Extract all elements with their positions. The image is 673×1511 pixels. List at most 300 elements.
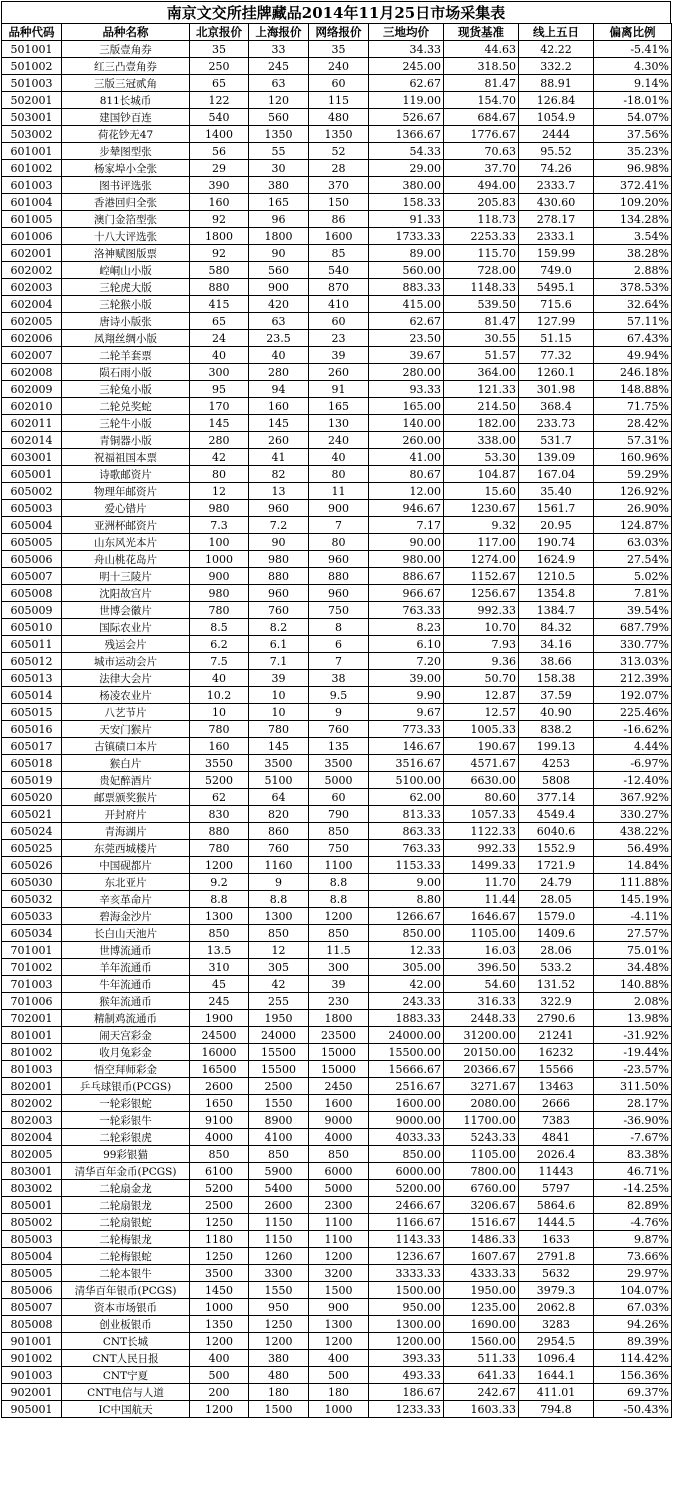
cell-shanghai-price: 1500 xyxy=(249,1401,309,1418)
cell-average-price: 34.33 xyxy=(369,41,444,58)
cell-online-price: 135 xyxy=(309,738,369,755)
cell-online-price: 3500 xyxy=(309,755,369,772)
cell-shanghai-price: 760 xyxy=(249,602,309,619)
cell-average-price: 1733.33 xyxy=(369,228,444,245)
cell-spot-benchmark: 316.33 xyxy=(444,993,519,1010)
cell-online-price: 2300 xyxy=(309,1197,369,1214)
cell-shanghai-price: 8.8 xyxy=(249,891,309,908)
cell-name: 古镇碛口本片 xyxy=(62,738,190,755)
cell-name: CNT人民日报 xyxy=(62,1350,190,1367)
cell-beijing-price: 2500 xyxy=(190,1197,249,1214)
cell-online-five-day: 159.99 xyxy=(519,245,594,262)
cell-online-price: 760 xyxy=(309,721,369,738)
cell-beijing-price: 1250 xyxy=(190,1248,249,1265)
cell-online-price: 1100 xyxy=(309,1214,369,1231)
cell-deviation-ratio: 9.14% xyxy=(594,75,672,92)
cell-shanghai-price: 15500 xyxy=(249,1061,309,1078)
cell-name: 青铜器小版 xyxy=(62,432,190,449)
cell-spot-benchmark: 7800.00 xyxy=(444,1163,519,1180)
cell-beijing-price: 35 xyxy=(190,41,249,58)
cell-beijing-price: 1350 xyxy=(190,1316,249,1333)
cell-average-price: 3516.67 xyxy=(369,755,444,772)
cell-deviation-ratio: 82.89% xyxy=(594,1197,672,1214)
table-row xyxy=(2,976,672,993)
table-body xyxy=(2,41,672,1418)
table-row xyxy=(2,755,672,772)
cell-code: 805001 xyxy=(2,1197,62,1214)
table-row xyxy=(2,772,672,789)
cell-shanghai-price: 1800 xyxy=(249,228,309,245)
cell-deviation-ratio: 372.41% xyxy=(594,177,672,194)
cell-shanghai-price: 10 xyxy=(249,687,309,704)
cell-beijing-price: 80 xyxy=(190,466,249,483)
cell-online-five-day: 20.95 xyxy=(519,517,594,534)
cell-average-price: 9000.00 xyxy=(369,1112,444,1129)
table-row xyxy=(2,211,672,228)
cell-shanghai-price: 63 xyxy=(249,75,309,92)
cell-beijing-price: 780 xyxy=(190,602,249,619)
cell-deviation-ratio: 46.71% xyxy=(594,1163,672,1180)
cell-online-five-day: 38.66 xyxy=(519,653,594,670)
cell-online-price: 8.8 xyxy=(309,891,369,908)
cell-name: 城市运动会片 xyxy=(62,653,190,670)
cell-deviation-ratio: 2.08% xyxy=(594,993,672,1010)
cell-code: 801003 xyxy=(2,1061,62,1078)
cell-average-price: 1266.67 xyxy=(369,908,444,925)
cell-beijing-price: 540 xyxy=(190,109,249,126)
cell-name: 二轮扇银龙 xyxy=(62,1197,190,1214)
cell-average-price: 2516.67 xyxy=(369,1078,444,1095)
cell-shanghai-price: 165 xyxy=(249,194,309,211)
cell-online-price: 28 xyxy=(309,160,369,177)
cell-online-five-day: 21241 xyxy=(519,1027,594,1044)
cell-beijing-price: 250 xyxy=(190,58,249,75)
cell-name: 邮票颁奖猴片 xyxy=(62,789,190,806)
cell-average-price: 2466.67 xyxy=(369,1197,444,1214)
cell-beijing-price: 1180 xyxy=(190,1231,249,1248)
cell-shanghai-price: 40 xyxy=(249,347,309,364)
table-row xyxy=(2,245,672,262)
cell-deviation-ratio: 2.88% xyxy=(594,262,672,279)
cell-shanghai-price: 13 xyxy=(249,483,309,500)
cell-online-price: 1000 xyxy=(309,1401,369,1418)
cell-deviation-ratio: 148.88% xyxy=(594,381,672,398)
cell-online-price: 80 xyxy=(309,466,369,483)
cell-spot-benchmark: 54.60 xyxy=(444,976,519,993)
table-row xyxy=(2,1078,672,1095)
cell-beijing-price: 62 xyxy=(190,789,249,806)
table-row xyxy=(2,313,672,330)
cell-deviation-ratio: 225.46% xyxy=(594,704,672,721)
cell-code: 901003 xyxy=(2,1367,62,1384)
cell-name: 乒乓球银币(PCGS) xyxy=(62,1078,190,1095)
cell-name: 八艺节片 xyxy=(62,704,190,721)
cell-name: 山东风光本片 xyxy=(62,534,190,551)
cell-deviation-ratio: 57.31% xyxy=(594,432,672,449)
cell-average-price: 62.67 xyxy=(369,75,444,92)
cell-average-price: 158.33 xyxy=(369,194,444,211)
cell-average-price: 850.00 xyxy=(369,1146,444,1163)
cell-average-price: 1143.33 xyxy=(369,1231,444,1248)
cell-online-price: 880 xyxy=(309,568,369,585)
cell-beijing-price: 16000 xyxy=(190,1044,249,1061)
cell-beijing-price: 850 xyxy=(190,925,249,942)
table-row xyxy=(2,1265,672,1282)
cell-deviation-ratio: -5.41% xyxy=(594,41,672,58)
cell-deviation-ratio: 27.57% xyxy=(594,925,672,942)
cell-deviation-ratio: 75.01% xyxy=(594,942,672,959)
cell-beijing-price: 880 xyxy=(190,279,249,296)
cell-name: 二轮扇银蛇 xyxy=(62,1214,190,1231)
cell-shanghai-price: 4100 xyxy=(249,1129,309,1146)
cell-deviation-ratio: -36.90% xyxy=(594,1112,672,1129)
cell-deviation-ratio: 140.88% xyxy=(594,976,672,993)
cell-shanghai-price: 10 xyxy=(249,704,309,721)
cell-spot-benchmark: 205.83 xyxy=(444,194,519,211)
cell-online-five-day: 2791.8 xyxy=(519,1248,594,1265)
table-row xyxy=(2,1010,672,1027)
cell-online-five-day: 838.2 xyxy=(519,721,594,738)
cell-spot-benchmark: 81.47 xyxy=(444,313,519,330)
cell-shanghai-price: 780 xyxy=(249,721,309,738)
table-row xyxy=(2,330,672,347)
cell-average-price: 9.67 xyxy=(369,704,444,721)
cell-deviation-ratio: 39.54% xyxy=(594,602,672,619)
cell-code: 701006 xyxy=(2,993,62,1010)
cell-online-price: 1600 xyxy=(309,228,369,245)
cell-deviation-ratio: 69.37% xyxy=(594,1384,672,1401)
cell-deviation-ratio: -4.11% xyxy=(594,908,672,925)
cell-online-five-day: 1561.7 xyxy=(519,500,594,517)
cell-code: 605008 xyxy=(2,585,62,602)
cell-beijing-price: 8.5 xyxy=(190,619,249,636)
cell-code: 802002 xyxy=(2,1095,62,1112)
cell-online-five-day: 3283 xyxy=(519,1316,594,1333)
cell-online-five-day: 749.0 xyxy=(519,262,594,279)
cell-beijing-price: 1200 xyxy=(190,857,249,874)
cell-online-five-day: 84.32 xyxy=(519,619,594,636)
cell-shanghai-price: 90 xyxy=(249,534,309,551)
cell-code: 702001 xyxy=(2,1010,62,1027)
cell-spot-benchmark: 4571.67 xyxy=(444,755,519,772)
cell-online-five-day: 715.6 xyxy=(519,296,594,313)
cell-spot-benchmark: 1230.67 xyxy=(444,500,519,517)
cell-spot-benchmark: 5243.33 xyxy=(444,1129,519,1146)
table-row xyxy=(2,1129,672,1146)
cell-code: 605004 xyxy=(2,517,62,534)
cell-beijing-price: 1000 xyxy=(190,1299,249,1316)
cell-online-price: 6000 xyxy=(309,1163,369,1180)
cell-shanghai-price: 5400 xyxy=(249,1180,309,1197)
cell-spot-benchmark: 3271.67 xyxy=(444,1078,519,1095)
market-data-table xyxy=(1,23,672,1418)
cell-code: 701002 xyxy=(2,959,62,976)
cell-online-price: 60 xyxy=(309,789,369,806)
cell-online-price: 1100 xyxy=(309,857,369,874)
cell-spot-benchmark: 10.70 xyxy=(444,619,519,636)
cell-spot-benchmark: 4333.33 xyxy=(444,1265,519,1282)
cell-beijing-price: 1000 xyxy=(190,551,249,568)
cell-online-price: 480 xyxy=(309,109,369,126)
cell-deviation-ratio: 35.23% xyxy=(594,143,672,160)
cell-online-five-day: 190.74 xyxy=(519,534,594,551)
cell-deviation-ratio: 104.07% xyxy=(594,1282,672,1299)
cell-beijing-price: 56 xyxy=(190,143,249,160)
sheet-title: 南京文交所挂牌藏品2014年11月25日市场采集表 xyxy=(1,1,671,23)
cell-code: 602006 xyxy=(2,330,62,347)
cell-deviation-ratio: 134.28% xyxy=(594,211,672,228)
cell-online-five-day: 24.79 xyxy=(519,874,594,891)
cell-shanghai-price: 950 xyxy=(249,1299,309,1316)
table-row xyxy=(2,194,672,211)
cell-deviation-ratio: 49.94% xyxy=(594,347,672,364)
cell-shanghai-price: 420 xyxy=(249,296,309,313)
table-row xyxy=(2,602,672,619)
cell-shanghai-price: 8900 xyxy=(249,1112,309,1129)
cell-code: 605020 xyxy=(2,789,62,806)
cell-online-five-day: 2333.1 xyxy=(519,228,594,245)
cell-name: 二轮羊套票 xyxy=(62,347,190,364)
cell-shanghai-price: 1550 xyxy=(249,1095,309,1112)
cell-shanghai-price: 1550 xyxy=(249,1282,309,1299)
cell-spot-benchmark: 1122.33 xyxy=(444,823,519,840)
cell-beijing-price: 40 xyxy=(190,347,249,364)
header-code: 品种代码 xyxy=(2,24,62,41)
cell-online-price: 40 xyxy=(309,449,369,466)
cell-shanghai-price: 260 xyxy=(249,432,309,449)
cell-code: 902001 xyxy=(2,1384,62,1401)
cell-code: 803001 xyxy=(2,1163,62,1180)
cell-name: 创业板银币 xyxy=(62,1316,190,1333)
cell-beijing-price: 6.2 xyxy=(190,636,249,653)
table-row xyxy=(2,58,672,75)
table-row xyxy=(2,942,672,959)
cell-average-price: 380.00 xyxy=(369,177,444,194)
cell-spot-benchmark: 684.67 xyxy=(444,109,519,126)
cell-spot-benchmark: 50.70 xyxy=(444,670,519,687)
table-row xyxy=(2,109,672,126)
cell-code: 603001 xyxy=(2,449,62,466)
cell-average-price: 763.33 xyxy=(369,840,444,857)
cell-average-price: 883.33 xyxy=(369,279,444,296)
cell-code: 605005 xyxy=(2,534,62,551)
cell-beijing-price: 5200 xyxy=(190,1180,249,1197)
cell-spot-benchmark: 20150.00 xyxy=(444,1044,519,1061)
cell-code: 602014 xyxy=(2,432,62,449)
cell-spot-benchmark: 117.00 xyxy=(444,534,519,551)
cell-shanghai-price: 82 xyxy=(249,466,309,483)
cell-online-five-day: 3979.3 xyxy=(519,1282,594,1299)
cell-deviation-ratio: 89.39% xyxy=(594,1333,672,1350)
cell-beijing-price: 24500 xyxy=(190,1027,249,1044)
cell-online-price: 1600 xyxy=(309,1095,369,1112)
cell-online-five-day: 2026.4 xyxy=(519,1146,594,1163)
cell-shanghai-price: 3300 xyxy=(249,1265,309,1282)
cell-online-price: 165 xyxy=(309,398,369,415)
table-row xyxy=(2,500,672,517)
cell-average-price: 15500.00 xyxy=(369,1044,444,1061)
cell-online-five-day: 1096.4 xyxy=(519,1350,594,1367)
cell-spot-benchmark: 6760.00 xyxy=(444,1180,519,1197)
cell-online-five-day: 794.8 xyxy=(519,1401,594,1418)
cell-online-price: 410 xyxy=(309,296,369,313)
cell-online-price: 260 xyxy=(309,364,369,381)
cell-name: 澳门金箔型张 xyxy=(62,211,190,228)
table-row xyxy=(2,534,672,551)
cell-deviation-ratio: 71.75% xyxy=(594,398,672,415)
cell-shanghai-price: 7.2 xyxy=(249,517,309,534)
cell-code: 501002 xyxy=(2,58,62,75)
cell-code: 605034 xyxy=(2,925,62,942)
cell-spot-benchmark: 1486.33 xyxy=(444,1231,519,1248)
cell-online-five-day: 278.17 xyxy=(519,211,594,228)
cell-online-five-day: 199.13 xyxy=(519,738,594,755)
cell-beijing-price: 390 xyxy=(190,177,249,194)
cell-spot-benchmark: 1603.33 xyxy=(444,1401,519,1418)
cell-beijing-price: 65 xyxy=(190,75,249,92)
table-row xyxy=(2,143,672,160)
cell-average-price: 54.33 xyxy=(369,143,444,160)
cell-shanghai-price: 560 xyxy=(249,109,309,126)
cell-beijing-price: 95 xyxy=(190,381,249,398)
cell-spot-benchmark: 1152.67 xyxy=(444,568,519,585)
cell-code: 701003 xyxy=(2,976,62,993)
cell-spot-benchmark: 121.33 xyxy=(444,381,519,398)
cell-spot-benchmark: 15.60 xyxy=(444,483,519,500)
cell-beijing-price: 1250 xyxy=(190,1214,249,1231)
cell-shanghai-price: 96 xyxy=(249,211,309,228)
header-average-price: 三地均价 xyxy=(369,24,444,41)
cell-name: 猴年流通币 xyxy=(62,993,190,1010)
cell-beijing-price: 160 xyxy=(190,194,249,211)
cell-spot-benchmark: 30.55 xyxy=(444,330,519,347)
table-row xyxy=(2,874,672,891)
cell-beijing-price: 3550 xyxy=(190,755,249,772)
cell-online-five-day: 16232 xyxy=(519,1044,594,1061)
cell-online-price: 850 xyxy=(309,925,369,942)
cell-average-price: 950.00 xyxy=(369,1299,444,1316)
cell-deviation-ratio: 212.39% xyxy=(594,670,672,687)
cell-spot-benchmark: 12.57 xyxy=(444,704,519,721)
cell-average-price: 946.67 xyxy=(369,500,444,517)
cell-code: 802003 xyxy=(2,1112,62,1129)
cell-shanghai-price: 9 xyxy=(249,874,309,891)
cell-code: 801002 xyxy=(2,1044,62,1061)
cell-name: 世博流通币 xyxy=(62,942,190,959)
cell-name: 贵妃醉酒片 xyxy=(62,772,190,789)
cell-online-five-day: 7383 xyxy=(519,1112,594,1129)
cell-online-price: 1200 xyxy=(309,1333,369,1350)
cell-code: 602002 xyxy=(2,262,62,279)
cell-average-price: 493.33 xyxy=(369,1367,444,1384)
cell-shanghai-price: 305 xyxy=(249,959,309,976)
cell-code: 605025 xyxy=(2,840,62,857)
cell-average-price: 1883.33 xyxy=(369,1010,444,1027)
header-row xyxy=(2,24,672,41)
cell-spot-benchmark: 11700.00 xyxy=(444,1112,519,1129)
cell-beijing-price: 2600 xyxy=(190,1078,249,1095)
cell-shanghai-price: 1150 xyxy=(249,1231,309,1248)
cell-spot-benchmark: 1148.33 xyxy=(444,279,519,296)
cell-average-price: 8.80 xyxy=(369,891,444,908)
cell-name: 三版三冠贰角 xyxy=(62,75,190,92)
cell-shanghai-price: 980 xyxy=(249,551,309,568)
cell-online-five-day: 139.09 xyxy=(519,449,594,466)
cell-online-price: 7 xyxy=(309,653,369,670)
cell-beijing-price: 850 xyxy=(190,1146,249,1163)
cell-deviation-ratio: 57.11% xyxy=(594,313,672,330)
cell-shanghai-price: 90 xyxy=(249,245,309,262)
cell-beijing-price: 40 xyxy=(190,670,249,687)
cell-deviation-ratio: 28.42% xyxy=(594,415,672,432)
cell-code: 805005 xyxy=(2,1265,62,1282)
cell-online-five-day: 2062.8 xyxy=(519,1299,594,1316)
cell-online-price: 2450 xyxy=(309,1078,369,1095)
cell-average-price: 5100.00 xyxy=(369,772,444,789)
cell-beijing-price: 280 xyxy=(190,432,249,449)
cell-shanghai-price: 39 xyxy=(249,670,309,687)
cell-code: 605030 xyxy=(2,874,62,891)
cell-code: 805004 xyxy=(2,1248,62,1265)
table-row xyxy=(2,687,672,704)
cell-shanghai-price: 120 xyxy=(249,92,309,109)
cell-average-price: 29.00 xyxy=(369,160,444,177)
cell-spot-benchmark: 2080.00 xyxy=(444,1095,519,1112)
cell-code: 601006 xyxy=(2,228,62,245)
table-row xyxy=(2,806,672,823)
table-row xyxy=(2,279,672,296)
cell-average-price: 9.00 xyxy=(369,874,444,891)
cell-name: 三轮兔小版 xyxy=(62,381,190,398)
cell-deviation-ratio: 29.97% xyxy=(594,1265,672,1282)
cell-code: 605011 xyxy=(2,636,62,653)
cell-shanghai-price: 55 xyxy=(249,143,309,160)
cell-beijing-price: 900 xyxy=(190,568,249,585)
cell-name: 荷花钞无47 xyxy=(62,126,190,143)
cell-deviation-ratio: -14.25% xyxy=(594,1180,672,1197)
cell-average-price: 1600.00 xyxy=(369,1095,444,1112)
cell-code: 805007 xyxy=(2,1299,62,1316)
cell-code: 602011 xyxy=(2,415,62,432)
cell-online-five-day: 411.01 xyxy=(519,1384,594,1401)
cell-average-price: 23.50 xyxy=(369,330,444,347)
cell-average-price: 243.33 xyxy=(369,993,444,1010)
cell-online-five-day: 322.9 xyxy=(519,993,594,1010)
cell-name: 辛亥革命片 xyxy=(62,891,190,908)
cell-shanghai-price: 30 xyxy=(249,160,309,177)
cell-spot-benchmark: 1690.00 xyxy=(444,1316,519,1333)
cell-deviation-ratio: 192.07% xyxy=(594,687,672,704)
cell-deviation-ratio: 160.96% xyxy=(594,449,672,466)
cell-beijing-price: 160 xyxy=(190,738,249,755)
cell-online-five-day: 531.7 xyxy=(519,432,594,449)
cell-online-price: 15000 xyxy=(309,1061,369,1078)
cell-beijing-price: 8.8 xyxy=(190,891,249,908)
table-row xyxy=(2,1044,672,1061)
cell-shanghai-price: 180 xyxy=(249,1384,309,1401)
cell-online-price: 900 xyxy=(309,1299,369,1316)
cell-online-five-day: 332.2 xyxy=(519,58,594,75)
cell-online-price: 4000 xyxy=(309,1129,369,1146)
cell-deviation-ratio: -50.43% xyxy=(594,1401,672,1418)
cell-average-price: 393.33 xyxy=(369,1350,444,1367)
cell-deviation-ratio: 4.30% xyxy=(594,58,672,75)
cell-online-price: 850 xyxy=(309,823,369,840)
cell-beijing-price: 500 xyxy=(190,1367,249,1384)
table-row xyxy=(2,670,672,687)
cell-spot-benchmark: 7.93 xyxy=(444,636,519,653)
cell-average-price: 6000.00 xyxy=(369,1163,444,1180)
